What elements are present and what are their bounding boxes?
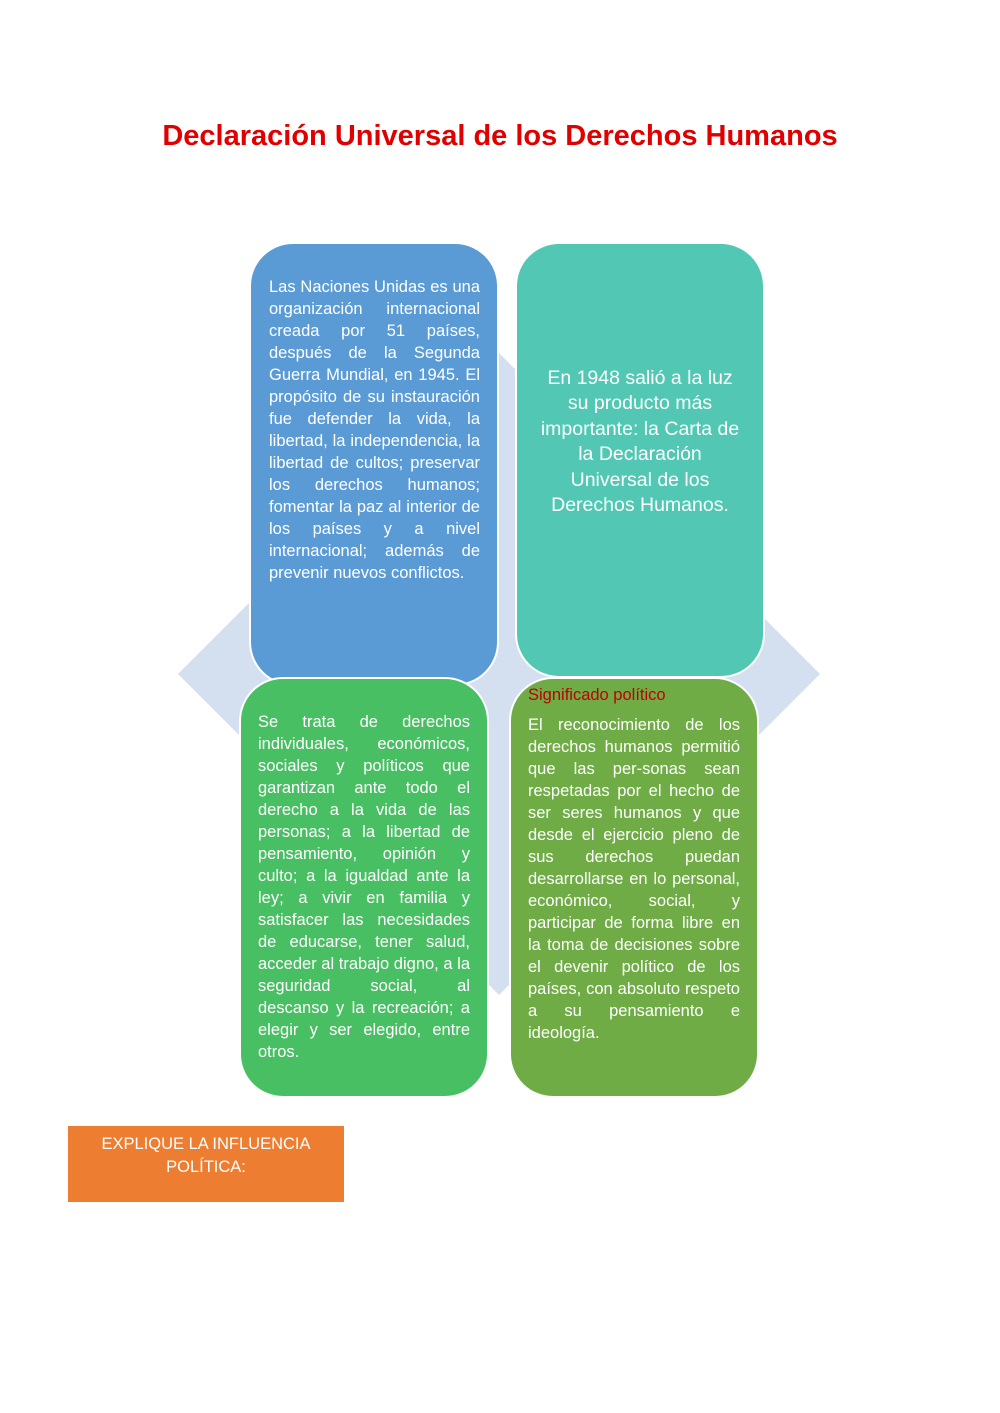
- united-nations-text: Las Naciones Unidas es una organización internacional creada por 51 países, después de la Segunda Guerra Mundial, en 1945. El propósito de su instauración fue defender la vida, la libertad, la independencia, la libertad de cultos; preservar los derechos humanos; fomentar la paz al interior de los países y a nivel internacional; además de prevenir nuevos conflictos.: [269, 278, 480, 582]
- page-title: Declaración Universal de los Derechos Humanos: [162, 120, 838, 152]
- rights-box: [239, 677, 489, 1098]
- political-meaning-box: [509, 677, 759, 1098]
- question-box: EXPLIQUE LA INFLUENCIA POLÍTICA:: [68, 1126, 344, 1202]
- declaration-1948-box: [515, 242, 765, 678]
- united-nations-box: [249, 242, 499, 686]
- political-meaning-text: El reconocimiento de los derechos humanos permitió que las per-sonas sean respetadas por el hecho de ser seres humanos y que desde el ejercicio pleno de sus derechos puedan desarrollarse en lo personal, económico, social, y participar de forma libre en la toma de decisiones sobre el devenir político de los países, con absoluto respeto a su pensamiento e ideología.: [528, 716, 740, 1042]
- declaration-1948-text: En 1948 salió a la luz su producto más importante: la Carta de la Declaración Universal de los Derechos Humanos.: [540, 366, 740, 516]
- political-meaning-heading: Significado político: [528, 686, 666, 704]
- rights-text: Se trata de derechos individuales, económicos, sociales y políticos que garantizan ante todo el derecho a la vida de las personas; a la libertad de pensamiento, opinión y culto; a la igualdad ante la ley; a vivir en familia y satisfacer las necesidades de educarse, tener salud, acceder al trabajo digno, a la seguridad social, al descanso y la recreación; a elegir y ser elegido, entre otros.: [258, 713, 470, 1061]
